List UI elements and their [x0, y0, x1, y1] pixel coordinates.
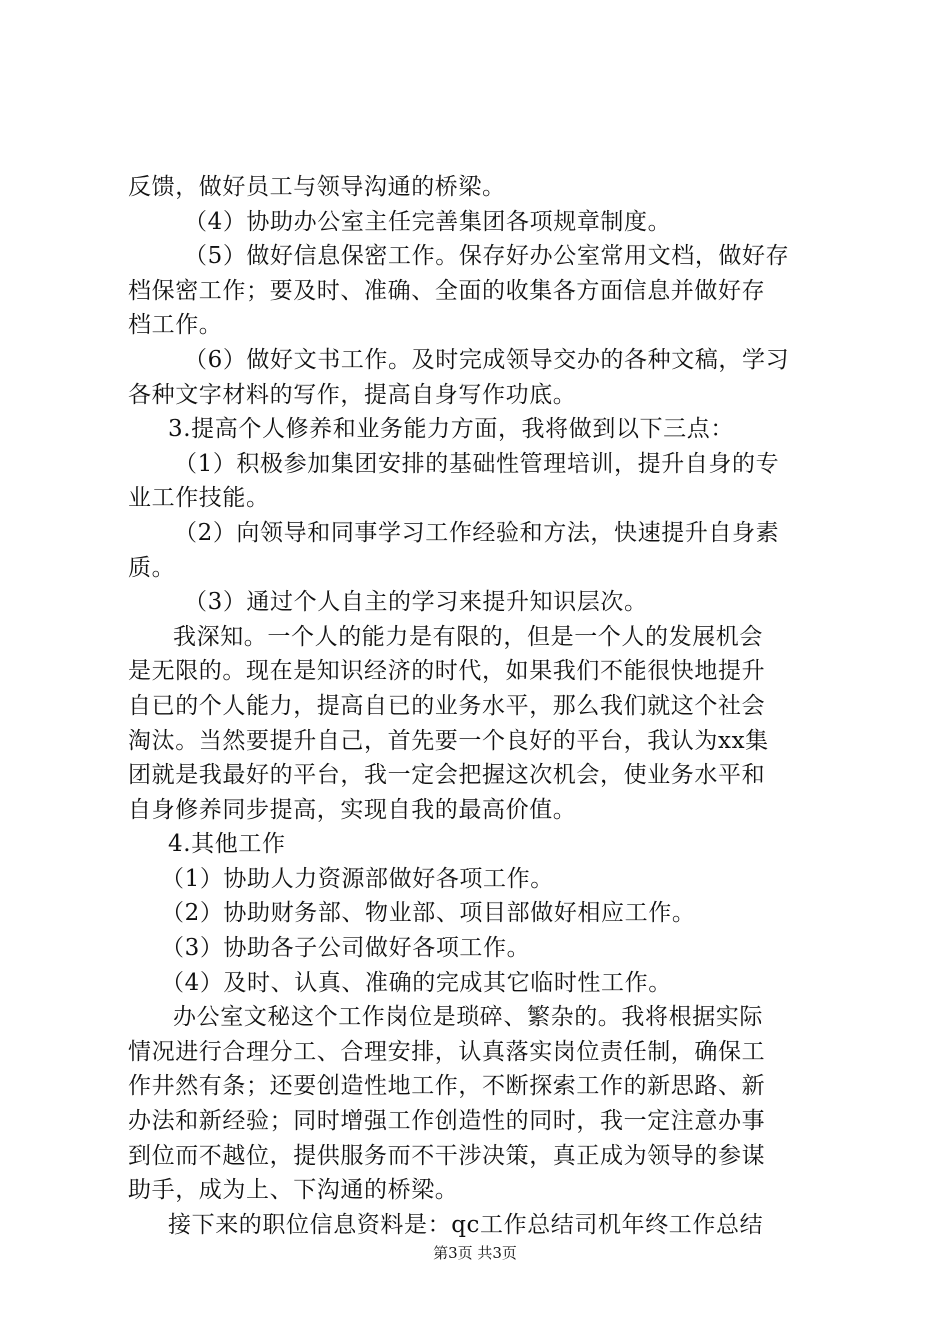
paragraph-line: 到位而不越位，提供服务而不干涉决策，真正成为领导的参谋: [128, 1142, 766, 1169]
paragraph-line: （6）做好文书工作。及时完成领导交办的各种文稿，学习: [184, 346, 790, 373]
paragraph-line: （3）通过个人自主的学习来提升知识层次。: [184, 589, 648, 616]
paragraph-line: 我深知。一个人的能力是有限的，但是一个人的发展机会: [173, 623, 763, 650]
paragraph-line: 业工作技能。: [128, 485, 270, 512]
paragraph-line: 办公室文秘这个工作岗位是琐碎、繁杂的。我将根据实际: [173, 1004, 763, 1031]
page-number-label: 第3页 共3页: [433, 1244, 517, 1262]
paragraph-line: 助手，成为上、下沟通的桥梁。: [128, 1177, 459, 1204]
section-heading: 4.其他工作: [168, 831, 286, 858]
paragraph-line: 自身修养同步提高，实现自我的最高价值。: [128, 796, 577, 823]
page-footer: [0, 1243, 950, 1263]
paragraph-line: （1）积极参加集团安排的基础性管理培训，提升自身的专: [174, 450, 780, 477]
list-item: （1）协助人力资源部做好各项工作。: [161, 865, 554, 892]
paragraph-line: 反馈，做好员工与领导沟通的桥梁。: [128, 174, 506, 200]
paragraph-line: 自已的个人能力，提高自已的业务水平，那么我们就这个社会: [128, 692, 766, 719]
paragraph-line: 各种文字材料的写作，提高自身写作功底。: [128, 381, 577, 408]
paragraph-line: 是无限的。现在是知识经济的时代，如果我们不能很快地提升: [128, 658, 766, 685]
paragraph-line: （2）向领导和同事学习工作经验和方法，快速提升自身素: [174, 519, 780, 546]
section-heading: 3.提高个人修养和业务能力方面，我将做到以下三点：: [168, 416, 734, 443]
list-item: （2）协助财务部、物业部、项目部做好相应工作。: [161, 900, 696, 927]
list-item: （3）协助各子公司做好各项工作。: [161, 935, 531, 962]
document-body: [128, 170, 838, 1242]
paragraph-line: 作井然有条；还要创造性地工作，不断探索工作的新思路、新: [128, 1073, 766, 1100]
paragraph-line: 办法和新经验；同时增强工作创造性的同时，我一定注意办事: [128, 1108, 766, 1135]
paragraph-line: 接下来的职位信息资料是：qc工作总结司机年终工作总结: [168, 1211, 764, 1238]
paragraph-line: 团就是我最好的平台，我一定会把握这次机会，使业务水平和: [128, 762, 766, 789]
paragraph-line: （4）协助办公室主任完善集团各项规章制度。: [184, 208, 672, 235]
paragraph-line: 档工作。: [128, 312, 223, 339]
paragraph-line: 质。: [128, 554, 176, 581]
paragraph-line: （5）做好信息保密工作。保存好办公室常用文档，做好存: [184, 243, 790, 270]
paragraph-line: 档保密工作；要及时、准确、全面的收集各方面信息并做好存: [128, 277, 766, 304]
paragraph-line: 淘汰。当然要提升自己，首先要一个良好的平台，我认为xx集: [128, 727, 769, 754]
paragraph-line: 情况进行合理分工、合理安排，认真落实岗位责任制，确保工: [128, 1038, 766, 1065]
list-item: （4）及时、认真、准确的完成其它临时性工作。: [161, 969, 672, 996]
